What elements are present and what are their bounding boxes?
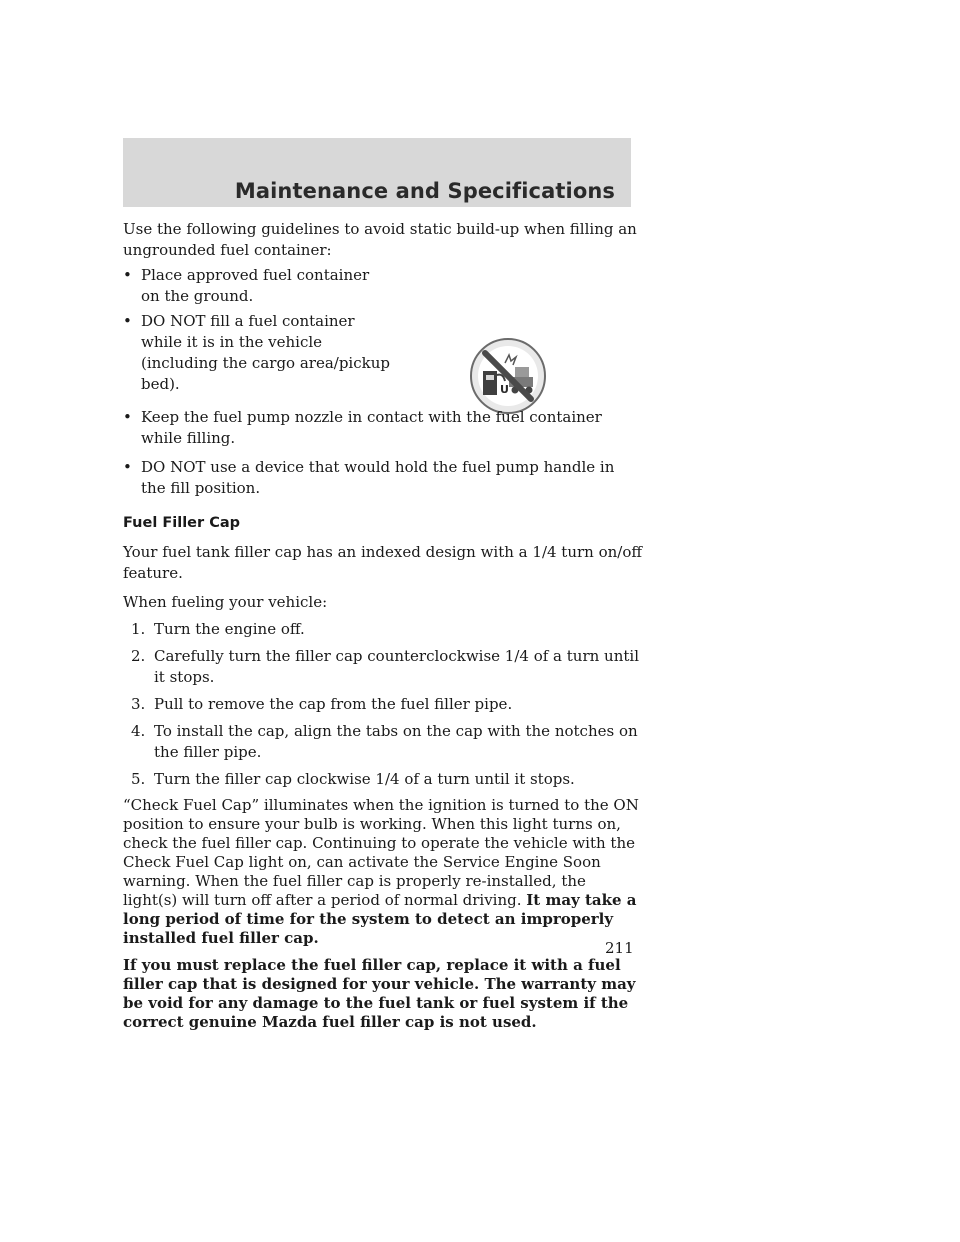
- step-text: To install the cap, align the tabs on the cap with the notches on the filler pipe.: [154, 722, 638, 761]
- bullet-marker: •: [123, 266, 132, 284]
- step-number: 2.: [131, 647, 146, 665]
- page-title: Maintenance and Specifications: [234, 179, 615, 203]
- list-item: [123, 457, 643, 499]
- list-item: [123, 311, 391, 395]
- step-text: Carefully turn the filler cap counterclockwise 1/4 of a turn until it stops.: [154, 647, 639, 686]
- page-number: 211: [605, 939, 634, 957]
- step-number: 3.: [131, 695, 146, 713]
- check-cap-text: “Check Fuel Cap” illuminates when the ignition is turned to the ON position to ensure your bulb is working. When this light turns on, check the fuel filler cap. Continuing to operate the vehicle with the Check Fuel Cap light on, can activate the Service Engine Soon warning. When the fuel filler cap is properly re-installed, the light(s) will turn off after a period of normal driving.: [123, 796, 639, 909]
- list-item: [123, 721, 643, 763]
- step-number: 1.: [131, 620, 146, 638]
- fueling-steps-list: [123, 619, 643, 790]
- bullet-text: DO NOT use a device that would hold the fuel pump handle in the fill position.: [141, 458, 615, 497]
- static-guidelines-list: [123, 265, 643, 499]
- check-fuel-cap-paragraph: [123, 796, 643, 948]
- no-fueling-in-vehicle-icon: [469, 337, 547, 415]
- page-content: [123, 219, 643, 1040]
- intro-paragraph: Use the following guidelines to avoid static build-up when filling an ungrounded fuel container:: [123, 220, 637, 259]
- bullet-text: DO NOT fill a fuel container while it is in the vehicle (including the cargo area/pickup bed).: [141, 312, 390, 393]
- step-number: 5.: [131, 770, 146, 788]
- bullet-marker: •: [123, 408, 132, 426]
- steps-intro: When fueling your vehicle:: [123, 593, 328, 611]
- step-text: Turn the engine off.: [154, 620, 305, 638]
- step-text: Pull to remove the cap from the fuel filler pipe.: [154, 695, 513, 713]
- check-cap-bold-text: It may take a long period of time for the system to detect an improperly installed fuel filler cap.: [123, 891, 637, 947]
- bullet-text: Place approved fuel container on the ground.: [141, 266, 370, 305]
- header-band: [123, 138, 631, 207]
- section-heading: Fuel Filler Cap: [123, 515, 241, 531]
- step-number: 4.: [131, 722, 146, 740]
- section-description: Your fuel tank filler cap has an indexed design with a 1/4 turn on/off feature.: [123, 543, 643, 582]
- list-item: [123, 769, 643, 790]
- list-item: [123, 265, 391, 307]
- bullet-marker: •: [123, 458, 132, 476]
- step-text: Turn the filler cap clockwise 1/4 of a turn until it stops.: [154, 770, 575, 788]
- pump-label: U: [500, 383, 509, 396]
- bullet-marker: •: [123, 312, 132, 330]
- list-item: [123, 694, 643, 715]
- replace-cap-warning: If you must replace the fuel filler cap, replace it with a fuel filler cap that is designed for your vehicle. The warranty may be void for any damage to the fuel tank or fuel system if the correct genuine Mazda fuel filler cap is not used.: [123, 956, 636, 1031]
- list-item: [123, 646, 643, 688]
- list-item: [123, 619, 643, 640]
- list-item: [123, 407, 643, 449]
- bullet-text: Keep the fuel pump nozzle in contact with the fuel container while filling.: [141, 408, 602, 447]
